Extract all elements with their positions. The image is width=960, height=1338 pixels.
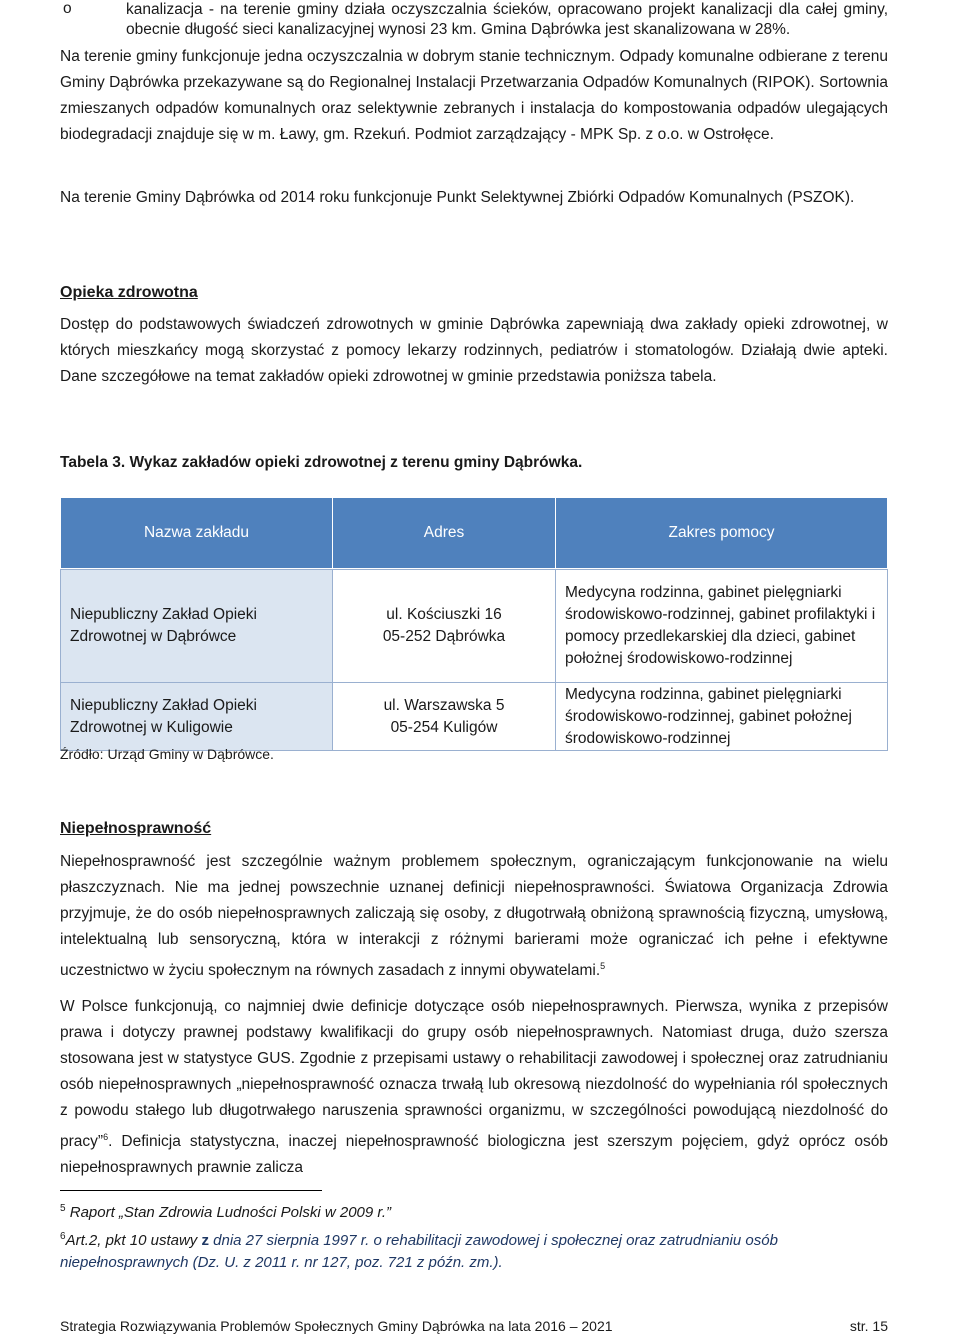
disability-p2-cont: . Definicja statystyczna, inaczej niepełnosprawność biologiczna jest szerszym pojęciem, gdyż oprócz osób niepełnosprawnych prawnie zalicza <box>60 1133 888 1177</box>
footnote-number: 5 <box>60 1203 66 1214</box>
address-line: ul. Kościuszki 16 <box>386 606 502 623</box>
cell-address <box>333 570 556 683</box>
paragraph-waste: Na terenie gminy funkcjonuje jedna oczyszczalnia w dobrym stanie technicznym. Odpady komunalne odbierane z terenu Gminy Dąbrówka przekazywane są do Regionalnej Instalacji Przetwarzania Odpadów Komunalnych (RIPOK). Sortownia zmieszanych odpadów komunalnych oraz selektywnie zebranych i instalacja do kompostowania odpadów ulegających biodegradacji znajduje się w m. Ławy, gm. Rzekuń. Podmiot zarządzający - MPK Sp. z o.o. w Ostrołęce. <box>60 48 888 143</box>
header-name: Nazwa zakładu <box>61 498 333 569</box>
page-footer <box>60 1318 888 1334</box>
table-row <box>61 570 888 683</box>
bullet-marker: o <box>63 0 72 17</box>
disability-p2-text: W Polsce funkcjonują, co najmniej dwie definicje dotyczące osób niepełnosprawnych. Pierwsza, wynika z przepisów prawa i dotyczy prawnej podstawy kwalifikacji do grupy osób niepełnosprawnych. Natomiast druga, dużo szersza stosowana jest w statystyce GUS. Zgodnie z przepisami ustawy o rehabilitacji zawodowej i społecznej oraz zatrudnianiu osób niepełnosprawnych „niepełnosprawność oznacza trwałą lub okresową niezdolność do wypełniania ról społecznych z powodu stałego lub długotrwałego naruszenia sprawności organizmu, w szczególności powodującą niezdolność do pracy” <box>60 998 888 1151</box>
footnote-bold-z: z <box>201 1232 209 1249</box>
footnote-6 <box>60 1226 888 1274</box>
health-table <box>60 497 888 751</box>
name-line: Zdrowotnej w Kuligowie <box>70 718 233 736</box>
health-text-block <box>60 312 888 390</box>
cell-scope: Medycyna rodzinna, gabinet pielęgniarki środowiskowo-rodzinnej, gabinet profilaktyki i pomocy przedlekarskiej dla dzieci, gabinet położnej środowiskowo-rodzinnej <box>556 570 888 683</box>
cell-address <box>333 683 556 751</box>
paragraph-pszok: Na terenie Gminy Dąbrówka od 2014 roku funkcjonuje Punkt Selektywnej Zbiórki Odpadów Komunalnych (PSZOK). <box>60 189 855 206</box>
body-text-block-2 <box>60 185 888 211</box>
cell-name <box>61 683 333 751</box>
footnote-5 <box>60 1198 888 1224</box>
table-caption: Tabela 3. Wykaz zakładów opieki zdrowotnej z terenu gminy Dąbrówka. <box>60 454 583 471</box>
address-line: 05-252 Dąbrówka <box>382 628 506 645</box>
bullet-item <box>60 0 888 40</box>
body-text-block <box>60 44 888 148</box>
footnote-number: 6 <box>60 1231 66 1242</box>
footnote-text-cont: dnia 27 sierpnia 1997 r. o rehabilitacji zawodowej i społecznej oraz zatrudnianiu osób niepełnosprawnych (Dz. U. z 2011 r. nr 127, poz. 721 z późn. zm.). <box>60 1232 778 1271</box>
cell-scope: Medycyna rodzinna, gabinet pielęgniarki środowiskowo-rodzinnej, gabinet położnej środowiskowo-rodzinnej <box>556 683 888 751</box>
footnote-ref-5: 5 <box>600 961 606 971</box>
name-line: Niepubliczny Zakład Opieki <box>70 696 257 714</box>
address-line: ul. Warszawska 5 <box>383 696 505 714</box>
name-line: Niepubliczny Zakład Opieki <box>70 606 257 623</box>
table-row <box>61 683 888 751</box>
address-line: 05-254 Kuligów <box>390 718 498 736</box>
footnote-ref-6: 6 <box>103 1132 109 1143</box>
paragraph-health: Dostęp do podstawowych świadczeń zdrowotnych w gminie Dąbrówka zapewniają dwa zakłady opieki zdrowotnej, w których mieszkańcy mogą skorzystać z pomocy lekarzy rodzinnych, pediatrów i stomatologów. Działają dwie apteki. Dane szczegółowe na temat zakładów opieki zdrowotnej w gminie przedstawia poniższa tabela. <box>60 316 888 385</box>
footer-title: Strategia Rozwiązywania Problemów Społecznych Gminy Dąbrówka na lata 2016 – 2021 <box>60 1318 613 1334</box>
header-address: Adres <box>333 498 556 569</box>
cell-name <box>61 570 333 683</box>
footnote-text: Raport „Stan Zdrowia Ludności Polski w 2009 r.” <box>65 1204 391 1221</box>
paragraph-disability-2 <box>60 994 888 1181</box>
disability-text-block <box>60 849 888 1181</box>
table-source: Źródło: Urząd Gminy w Dąbrówce. <box>60 746 274 762</box>
footnote-separator <box>60 1190 322 1191</box>
heading-disability: Niepełnosprawność <box>60 820 212 837</box>
table-header-row <box>61 498 888 569</box>
name-line: Zdrowotnej w Dąbrówce <box>70 628 237 645</box>
bullet-text: kanalizacja - na terenie gminy działa oczyszczalnia ścieków, opracowano projekt kanalizacji dla całej gminy, obecnie długość sieci kanalizacyjnej wynosi 23 km. Gmina Dąbrówka jest skanalizowana w 28%. <box>126 1 888 38</box>
paragraph-disability-1 <box>60 849 888 984</box>
heading-health: Opieka zdrowotna <box>60 284 198 301</box>
page-number: str. 15 <box>849 1318 888 1334</box>
footnote-text: Art.2, pkt 10 ustawy <box>65 1232 202 1249</box>
header-scope: Zakres pomocy <box>556 498 888 569</box>
disability-p1-text: Niepełnosprawność jest szczególnie ważnym problemem społecznym, ograniczającym funkcjonowanie na wielu płaszczyznach. Nie ma jednej powszechnie uznanej definicji niepełnosprawności. Światowa Organizacja Zdrowia przyjmuje, że do osób niepełnosprawnych zaliczają się osoby, z długotrwałą obniżoną sprawnością fizyczną, umysłową, intelektualną lub sensoryczną, która w interakcji z różnymi barierami może ograniczać ich pełne i efektywne uczestnictwo w życiu społecznym na równych zasadach z innymi obywatelami. <box>60 853 888 980</box>
